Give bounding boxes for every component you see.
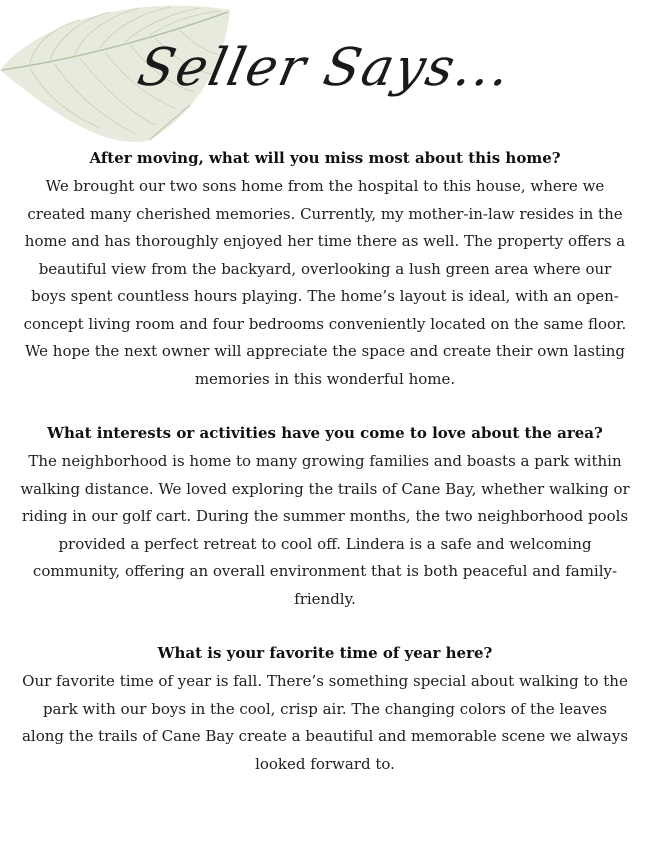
qa-section-2 xyxy=(0,421,650,613)
qa-section-1 xyxy=(0,146,650,393)
qa-section-3 xyxy=(0,641,650,778)
qa-content xyxy=(0,146,650,806)
answer-paragraph: Our favorite time of year is fall. There’s something special about walking to the park with our boys in the cool, crisp air. The changing colors of the leaves along the trails of Cane Bay create a beautiful and memorable scene we always looked forward to. xyxy=(21,672,629,773)
page-title: Seller Says... xyxy=(132,38,518,98)
question-heading: What is your favorite time of year here? xyxy=(157,644,493,662)
question-heading: After moving, what will you miss most about this home? xyxy=(89,149,561,167)
answer-paragraph: We brought our two sons home from the hospital to this house, where we created many cherished memories. Currently, my mother-in-law resides in the home and has thoroughly enjoyed her time there as well. The property offers a beautiful view from the backyard, overlooking a lush green area where our boys spent countless hours playing. The home’s layout is ideal, with an open-concept living room and four bedrooms conveniently located on the same floor. We hope the next owner will appreciate the space and create their own lasting memories in this wonderful home. xyxy=(23,177,627,388)
answer-paragraph: The neighborhood is home to many growing families and boasts a park within walking distance. We loved exploring the trails of Cane Bay, whether walking or riding in our golf cart. During the summer months, the two neighborhood pools provided a perfect retreat to cool off. Lindera is a safe and welcoming community, offering an overall environment that is both peaceful and family-friendly. xyxy=(20,452,630,608)
question-heading: What interests or activities have you come to love about the area? xyxy=(47,424,603,442)
